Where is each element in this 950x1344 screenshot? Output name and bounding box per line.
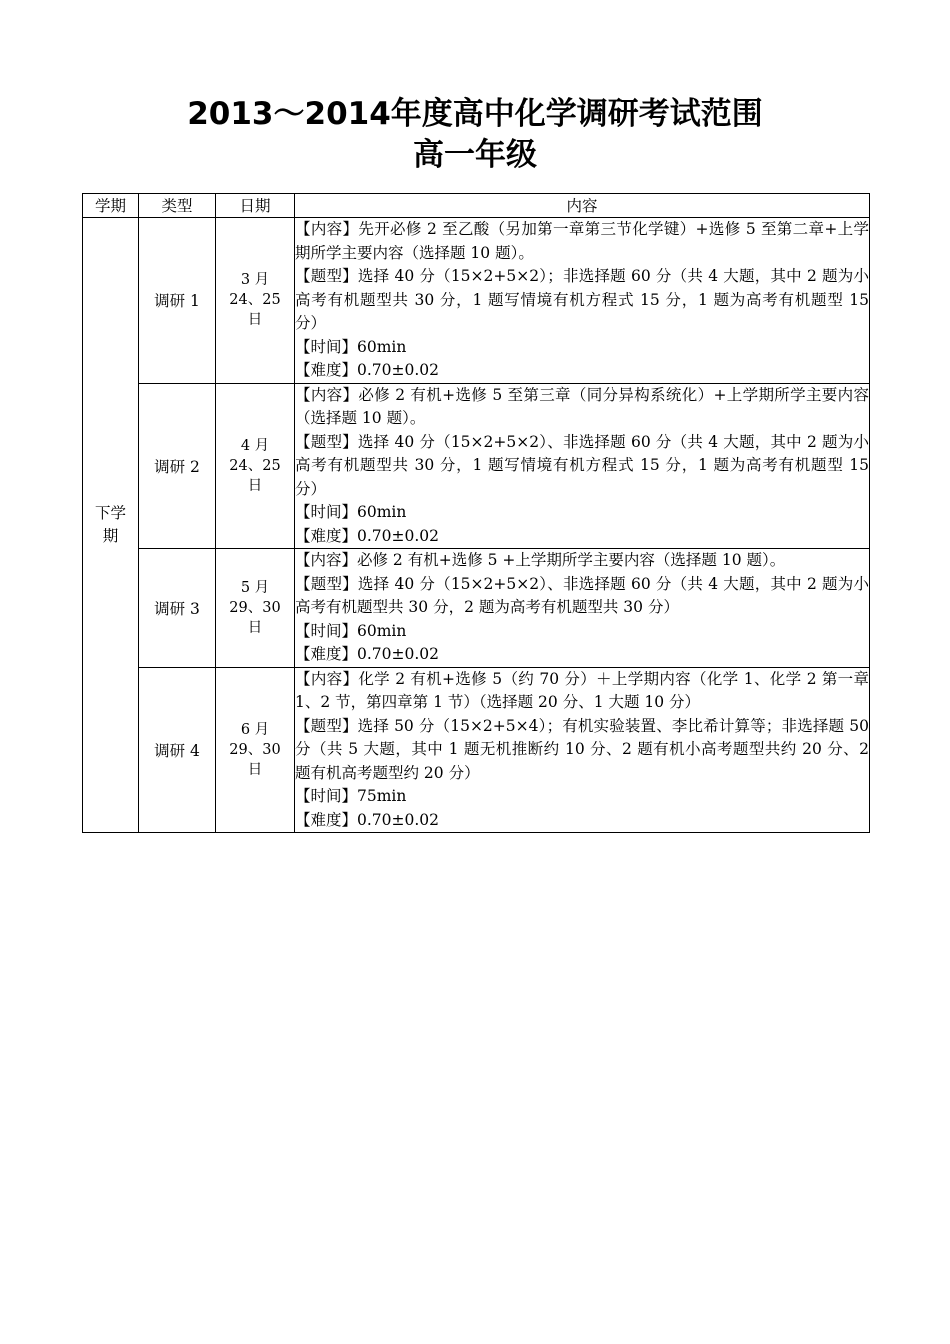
date-month: 5 月 [240,579,270,596]
content-cell [295,218,870,384]
date-cell [216,218,295,384]
content-difficulty: 【难度】0.70±0.02 [295,361,440,379]
content-cell [295,667,870,833]
date-days: 29、30 [229,599,281,616]
date-cell [216,383,295,549]
header-date: 日期 [216,194,295,218]
content-scope: 【内容】先开必修 2 至乙酸（另加第一章第三节化学键）+选修 5 至第二章+上学期所学主要内容（选择题 10 题）。 [295,220,869,262]
header-content: 内容 [295,194,870,218]
content-scope: 【内容】化学 2 有机+选修 5（约 70 分）＋上学期内容（化学 1、化学 2 第一章 1、2 节，第四章第 1 节）（选择题 20 分、1 大题 10 分） [295,669,869,711]
date-month: 6 月 [240,721,270,738]
table-header-row [83,194,870,218]
type-cell: 调研 2 [139,383,216,549]
header-semester: 学期 [83,194,139,218]
date-suffix: 日 [247,619,263,636]
content-format: 【题型】选择 40 分（15×2+5×2）、非选择题 60 分（共 4 大题，其中 2 题为小高考有机题型共 30 分，1 题写情境有机方程式 15 分，1 题为高考有机题型 15 分） [295,432,869,498]
content-format: 【题型】选择 40 分（15×2+5×2）、非选择题 60 分（共 4 大题，其中 2 题为小高考有机题型共 30 分，2 题为高考有机题型共 30 分） [295,574,869,616]
type-cell: 调研 3 [139,549,216,668]
content-scope: 【内容】必修 2 有机+选修 5 +上学期所学主要内容（选择题 10 题）。 [295,551,786,569]
document-title: 2013～2014年度高中化学调研考试范围 [187,96,763,132]
table-row [83,549,870,668]
type-cell: 调研 4 [139,667,216,833]
content-difficulty: 【难度】0.70±0.02 [295,526,440,545]
date-suffix: 日 [247,312,263,329]
content-time: 【时间】60min [295,621,407,640]
document-subtitle: 高一年级 [413,137,537,173]
date-month: 4 月 [240,437,270,454]
semester-cell [83,218,139,833]
date-suffix: 日 [247,761,263,778]
content-cell [295,383,870,549]
content-scope: 【内容】必修 2 有机+选修 5 至第三章（同分异构系统化）+上学期所学主要内容（选择题 10 题）。 [295,385,869,427]
content-difficulty: 【难度】0.70±0.02 [295,645,440,663]
date-cell [216,667,295,833]
content-format: 【题型】选择 40 分（15×2+5×2）；非选择题 60 分（共 4 大题，其中 2 题为小高考有机题型共 30 分，1 题写情境有机方程式 15 分，1 题为高考有机题型 15 分） [295,267,869,332]
header-type: 类型 [139,194,216,218]
date-days: 24、25 [229,457,281,474]
content-time: 【时间】60min [295,503,407,521]
date-month: 3 月 [240,272,270,289]
content-format: 【题型】选择 50 分（15×2+5×4）；有机实验装置、李比希计算等；非选择题 50 分（共 5 大题，其中 1 题无机推断约 10 分、2 题有机小高考题型共约 20 分、2 题有机高考题型约 20 分） [295,716,869,782]
content-time: 【时间】60min [295,337,407,356]
date-suffix: 日 [247,477,263,494]
date-cell [216,549,295,668]
date-days: 24、25 [229,292,281,309]
content-cell [295,549,870,668]
semester-label: 下学期 [94,504,126,545]
table-row [83,667,870,833]
content-time: 【时间】75min [295,787,407,805]
table-row [83,218,870,384]
exam-schedule-table [82,193,870,833]
date-days: 29、30 [229,741,281,758]
table-row [83,383,870,549]
type-cell: 调研 1 [139,218,216,384]
content-difficulty: 【难度】0.70±0.02 [295,810,440,829]
